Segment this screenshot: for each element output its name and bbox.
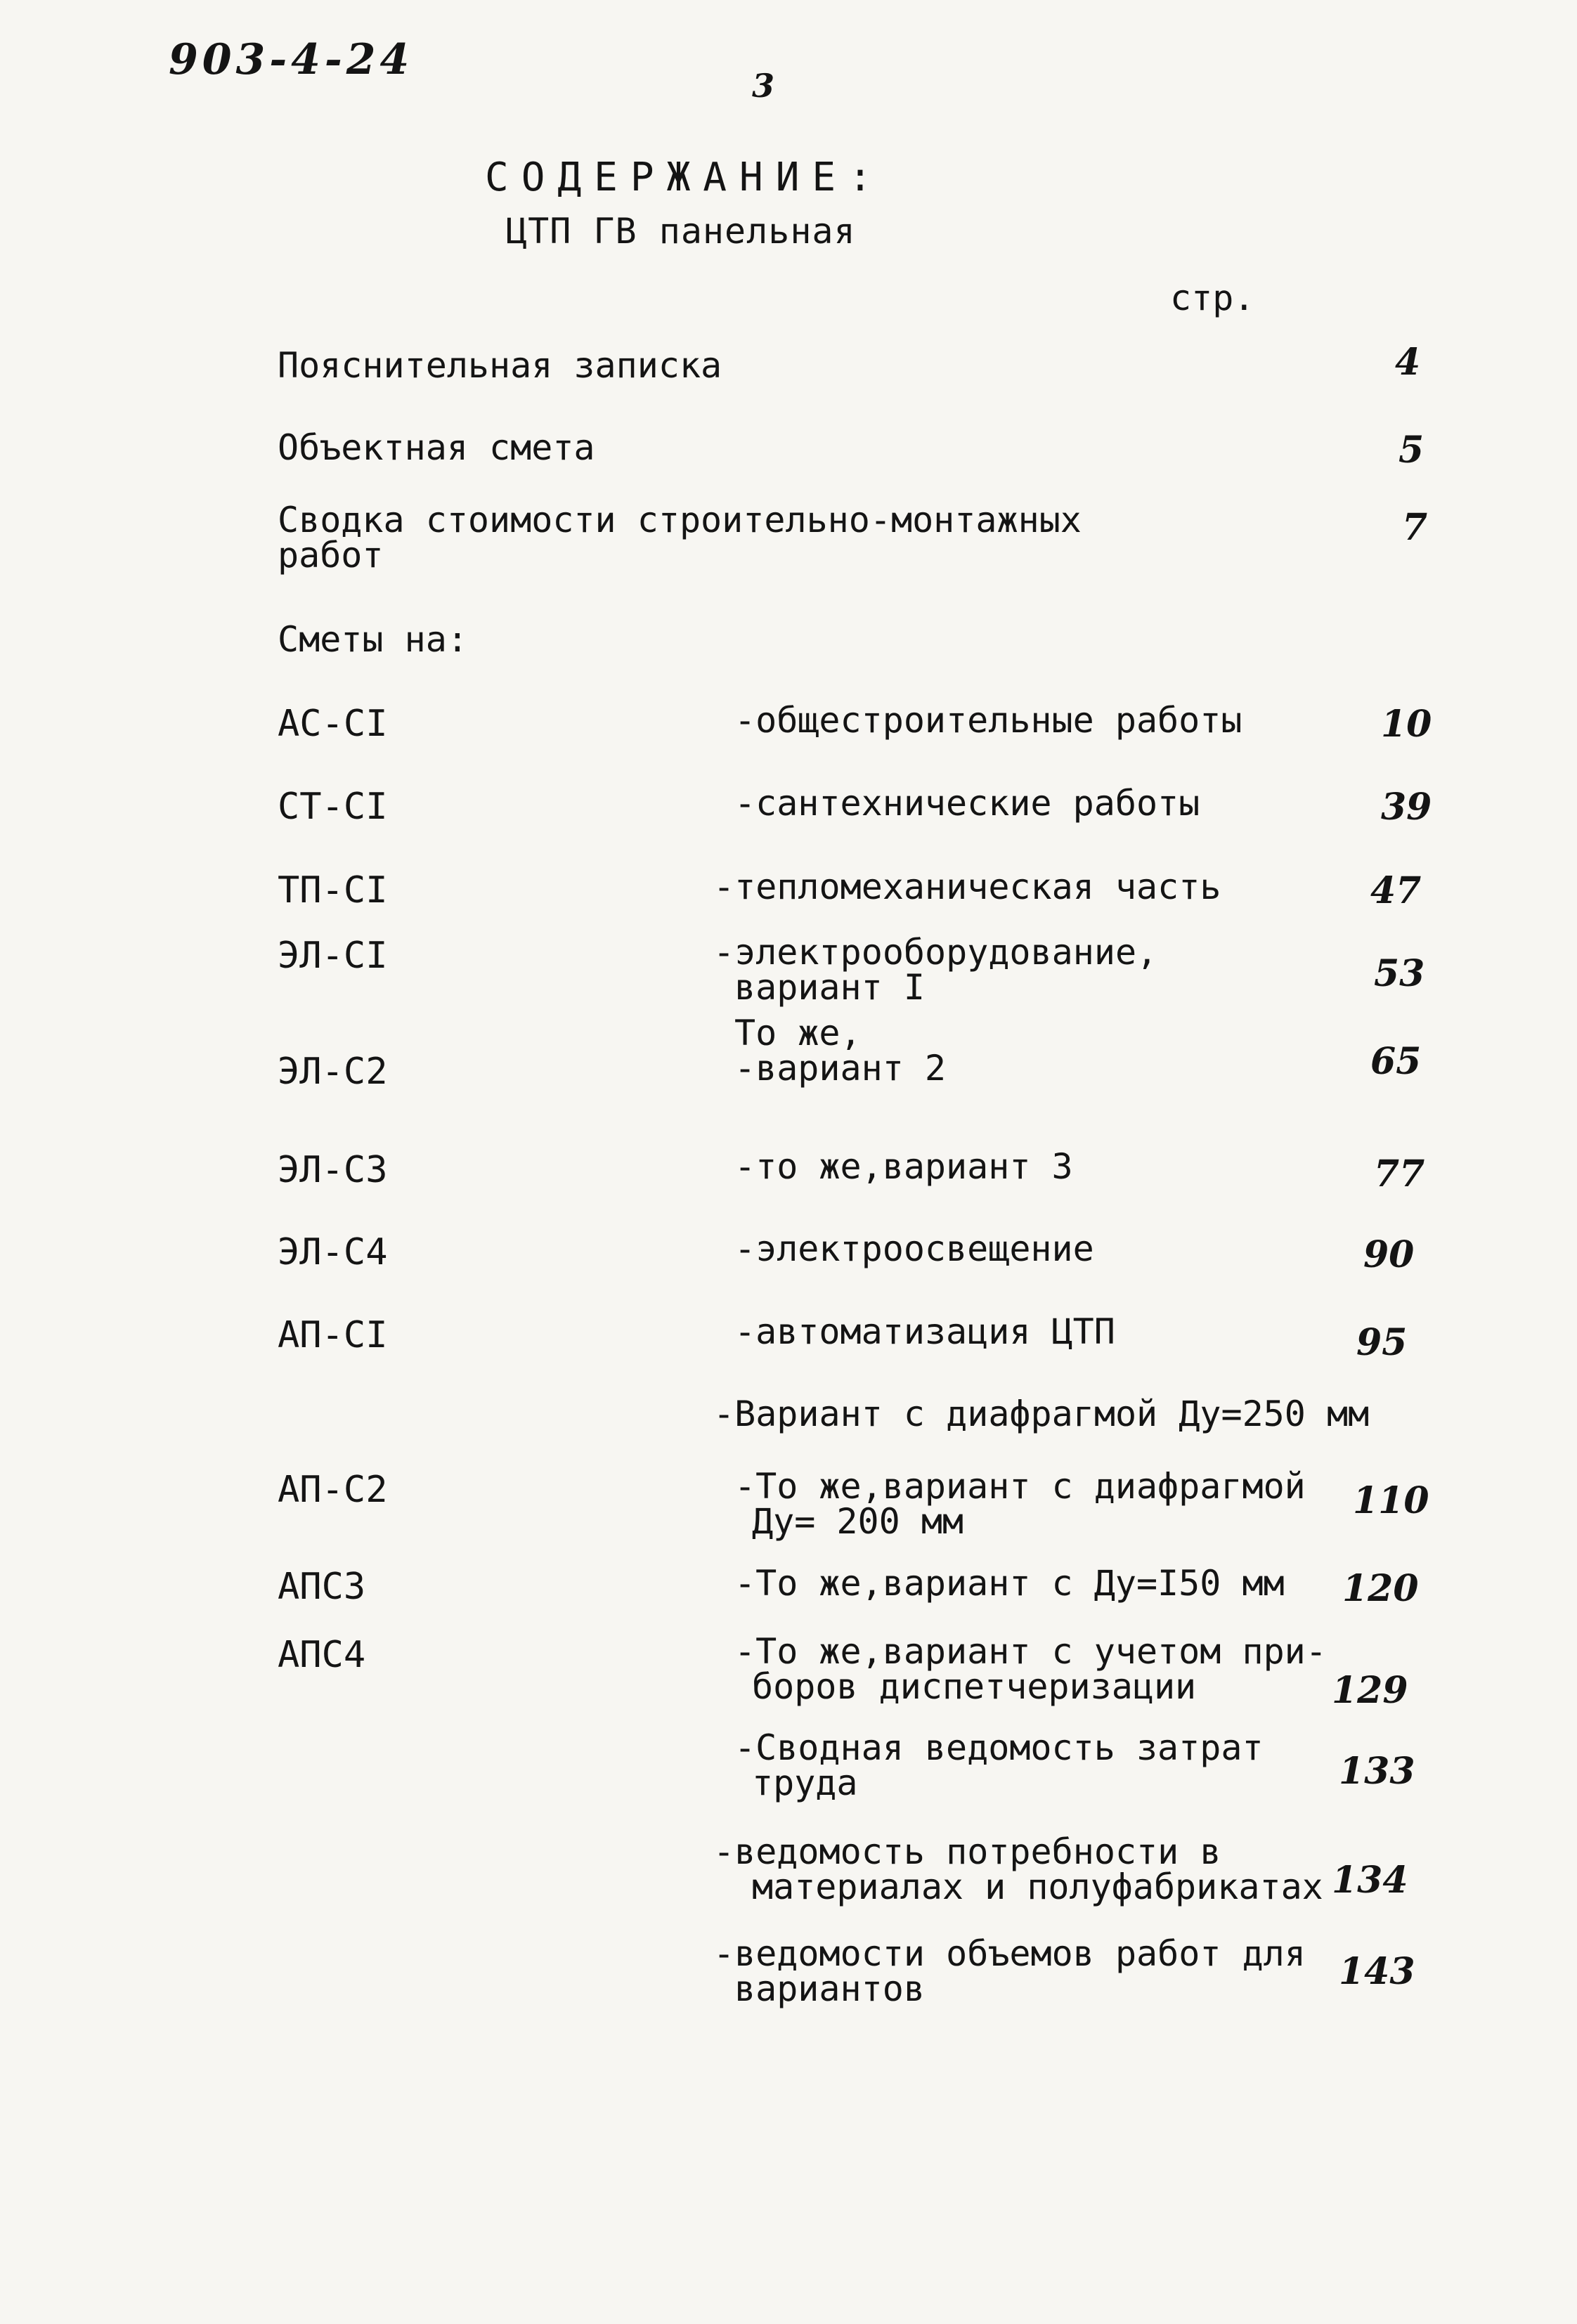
toc-entry-object-estimate: Объектная смета xyxy=(278,427,595,468)
estimate-code: АП-С2 xyxy=(278,1469,388,1511)
estimate-description: -То же,вариант с учетом при- xyxy=(734,1631,1327,1672)
estimates-heading: Сметы на: xyxy=(278,619,468,660)
estimate-description-line2: боров диспетчеризации xyxy=(752,1666,1197,1707)
estimate-description: -ведомости объемов работ для xyxy=(713,1933,1306,1974)
estimate-page: 77 xyxy=(1374,1153,1425,1195)
estimate-code: АПС3 xyxy=(278,1566,366,1608)
estimate-description: -электрооборудование, xyxy=(713,932,1158,973)
estimate-page: 95 xyxy=(1356,1321,1408,1364)
estimate-description-line2: вариант I xyxy=(734,967,925,1008)
estimate-page: 110 xyxy=(1353,1479,1429,1522)
estimate-code: ЭЛ-СI xyxy=(278,935,388,977)
estimate-description: -То же,вариант с диафрагмой xyxy=(734,1466,1306,1507)
toc-entry-cost-summary-line2: работ xyxy=(278,535,384,576)
estimate-code: ТП-СI xyxy=(278,869,388,911)
estimate-page: 133 xyxy=(1339,1750,1415,1793)
estimate-description-line2: материалах и полуфабрикатах xyxy=(752,1867,1323,1907)
toc-entry-cost-summary-line1: Сводка стоимости строительно-монтажных xyxy=(278,500,1082,540)
estimate-page: 65 xyxy=(1370,1040,1422,1083)
estimate-description: -тепломеханическая часть xyxy=(713,866,1221,907)
estimate-code: АС-СI xyxy=(278,703,388,745)
estimate-page: 90 xyxy=(1363,1233,1415,1276)
estimate-description: -ведомость потребности в xyxy=(713,1831,1221,1872)
estimate-page: 143 xyxy=(1339,1950,1415,1993)
estimate-description-line2: -вариант 2 xyxy=(734,1048,947,1089)
estimate-description-line2: труда xyxy=(752,1763,858,1803)
estimate-code: СТ-СI xyxy=(278,786,388,828)
estimate-page: 53 xyxy=(1374,952,1425,995)
page-number: 3 xyxy=(752,67,775,105)
estimate-code: ЭЛ-С2 xyxy=(278,1051,388,1093)
estimate-description: -Сводная ведомость затрат xyxy=(734,1727,1264,1768)
page-column-heading: стр. xyxy=(1170,278,1255,318)
toc-entry-explanatory-note: Пояснительная записка xyxy=(278,345,722,386)
estimate-page: 39 xyxy=(1381,786,1432,829)
estimate-code: АП-СI xyxy=(278,1314,388,1356)
estimate-description: -То же,вариант с Ду=I50 мм xyxy=(734,1563,1285,1604)
toc-entry-page: 5 xyxy=(1398,429,1425,472)
estimate-description: -автоматизация ЦТП xyxy=(734,1311,1115,1352)
toc-entry-page: 4 xyxy=(1395,341,1421,384)
estimate-page: 120 xyxy=(1342,1567,1419,1610)
estimate-description-line2: вариантов xyxy=(734,1968,925,2009)
document-code: 903-4-24 xyxy=(169,35,414,84)
estimate-code: ЭЛ-С4 xyxy=(278,1231,388,1273)
estimate-code: АПС4 xyxy=(278,1634,366,1676)
estimate-code: ЭЛ-С3 xyxy=(278,1149,388,1191)
estimate-page: 47 xyxy=(1370,869,1422,912)
page-subtitle: ЦТП ГВ панельная xyxy=(506,211,856,252)
estimate-page: 10 xyxy=(1381,703,1432,746)
estimate-description: -то же,вариант 3 xyxy=(734,1146,1073,1187)
estimate-page: 134 xyxy=(1332,1859,1408,1902)
estimate-description-line2: Ду= 200 мм xyxy=(752,1501,964,1542)
estimate-page: 129 xyxy=(1332,1669,1408,1712)
estimate-description: -Вариант с диафрагмой Ду=250 мм xyxy=(713,1394,1370,1434)
estimate-description: -общестроительные работы xyxy=(734,700,1242,741)
estimate-description: -сантехнические работы xyxy=(734,783,1200,824)
toc-entry-page: 7 xyxy=(1402,506,1428,549)
estimate-description: -электроосвещение xyxy=(734,1228,1094,1269)
estimate-description: То же, xyxy=(734,1013,862,1053)
page-title: СОДЕРЖАНИЕ: xyxy=(485,155,885,200)
